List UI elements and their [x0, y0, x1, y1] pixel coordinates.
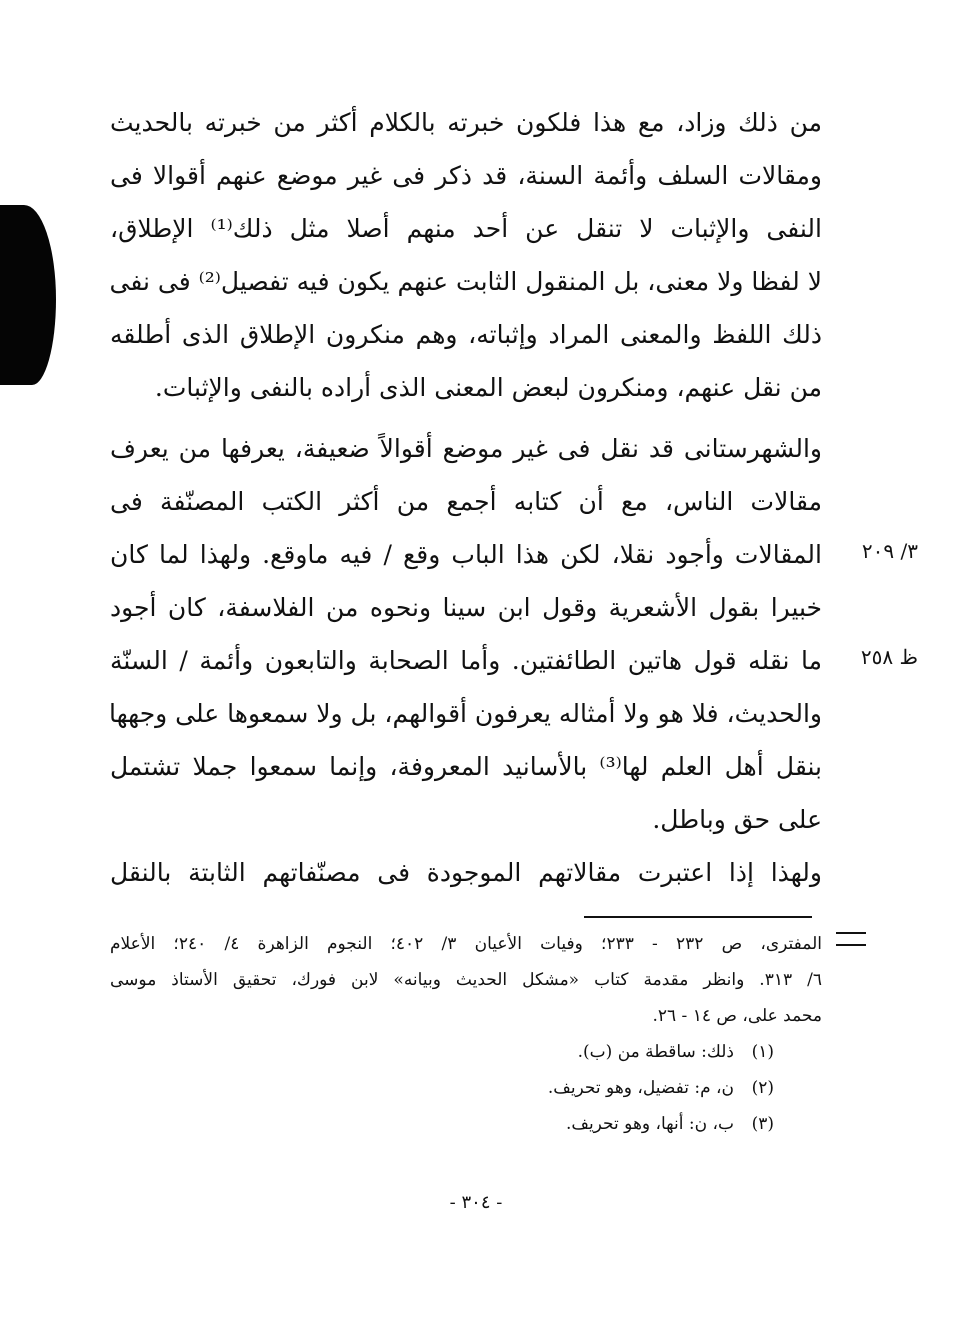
text-line: لا لفظا ولا معنى، بل المنقول الثابت عنهم يكون فيه تفصيل⁽²⁾ فى نفى [109, 267, 822, 296]
text-line: من ذلك وزاد، مع هذا فلكون خبرته بالكلام أكثر من خبرته بالحديث [110, 108, 822, 137]
text-line: بنقل أهل العلم لها⁽³⁾ بالأسانيد المعروفة، وإنما سمعوا جملا تشتمل [110, 752, 822, 781]
text-line: النفى والإثبات لا تنقل عن أحد منهم أصلا مثل ذلك⁽¹⁾ الإطلاق، [110, 214, 822, 243]
scan-artifact [0, 205, 56, 385]
text-line: المقالات وأجود نقلا، لكن هذا الباب وقع / فيه ماوقع. ولهذا لما كان [110, 540, 822, 569]
text-line: ذلك اللفظ والمعنى المراد وإثباته، وهم منكرون الإطلاق الذى أطلقه [110, 320, 822, 349]
footnote-text: ن، م: تفضيل، وهو تحريف. [547, 1078, 734, 1098]
footnote-text: ذلك: ساقطة من (ب). [577, 1042, 734, 1062]
footnote-continuation-line: محمد على، ص ١٤ - ٢٦. [652, 1006, 822, 1026]
text-line: ولهذا إذا اعتبرت مقالاتهم الموجودة فى مصنّفاتهم الثابتة بالنقل [110, 858, 822, 887]
margin-reference: ٣/ ٢٠٩ [861, 539, 918, 563]
text-line: والحديث، فلا هو ولا أمثاله يعرفون أقوالهم، بل ولا سمعوها على وجهها [109, 699, 822, 728]
footnote-continuation-line: المفترى، ص ٢٣٢ - ٢٣٣؛ وفيات الأعيان ٣/ ٤٠٢؛ النجوم الزاهرة ٤/ ٢٤٠؛ الأعلام [110, 934, 822, 954]
text-line: على حق وباطل. [652, 805, 822, 834]
text-line: مقالات الناس، مع أن كتابه أجمع من أكثر الكتب المصنّفة فى [110, 487, 822, 516]
footnote-separator [584, 916, 812, 918]
main-text [110, 96, 822, 899]
footnote [110, 1106, 822, 1142]
text-line: ما نقله قول هاتين الطائفتين. وأما الصحابة والتابعون وأئمة / السنّة [110, 646, 822, 675]
page-number: - ٣٠٤ - [449, 1192, 503, 1213]
footnote-number: (٢) [751, 1078, 774, 1098]
continuation-mark [836, 932, 866, 946]
text-line: خبيرا بقول الأشعرية وقول ابن سينا ونحوه من الفلاسفة، كان أجود [110, 593, 822, 622]
footnote-text: ب، ن: أنها، وهو تحريف. [565, 1114, 734, 1134]
text-line: من نقل عنهم، ومنكرون لبعض المعنى الذى أراده بالنفى والإثبات. [154, 373, 822, 402]
footnote-number: (٣) [751, 1114, 774, 1134]
text-line: ومقالات السلف وأئمة السنة، قد ذكر فى غير موضع عنهم أقوالا فى [110, 161, 822, 190]
footnote-continuation-line: ٦/ ٣١٣. وانظر مقدمة كتاب «مشكل الحديث وبيانه» لابن فورك، تحقيق الأستاذ موسى [110, 970, 822, 990]
footnotes [110, 926, 822, 1142]
text-line: والشهرستانى قد نقل فى غير موضع أقوالاً ضعيفة، يعرفها من يعرف [110, 434, 822, 463]
footnote-number: (١) [751, 1042, 774, 1062]
margin-reference: ظ ٢٥٨ [860, 645, 918, 669]
footnote [110, 1070, 822, 1106]
footnote [110, 1034, 822, 1070]
